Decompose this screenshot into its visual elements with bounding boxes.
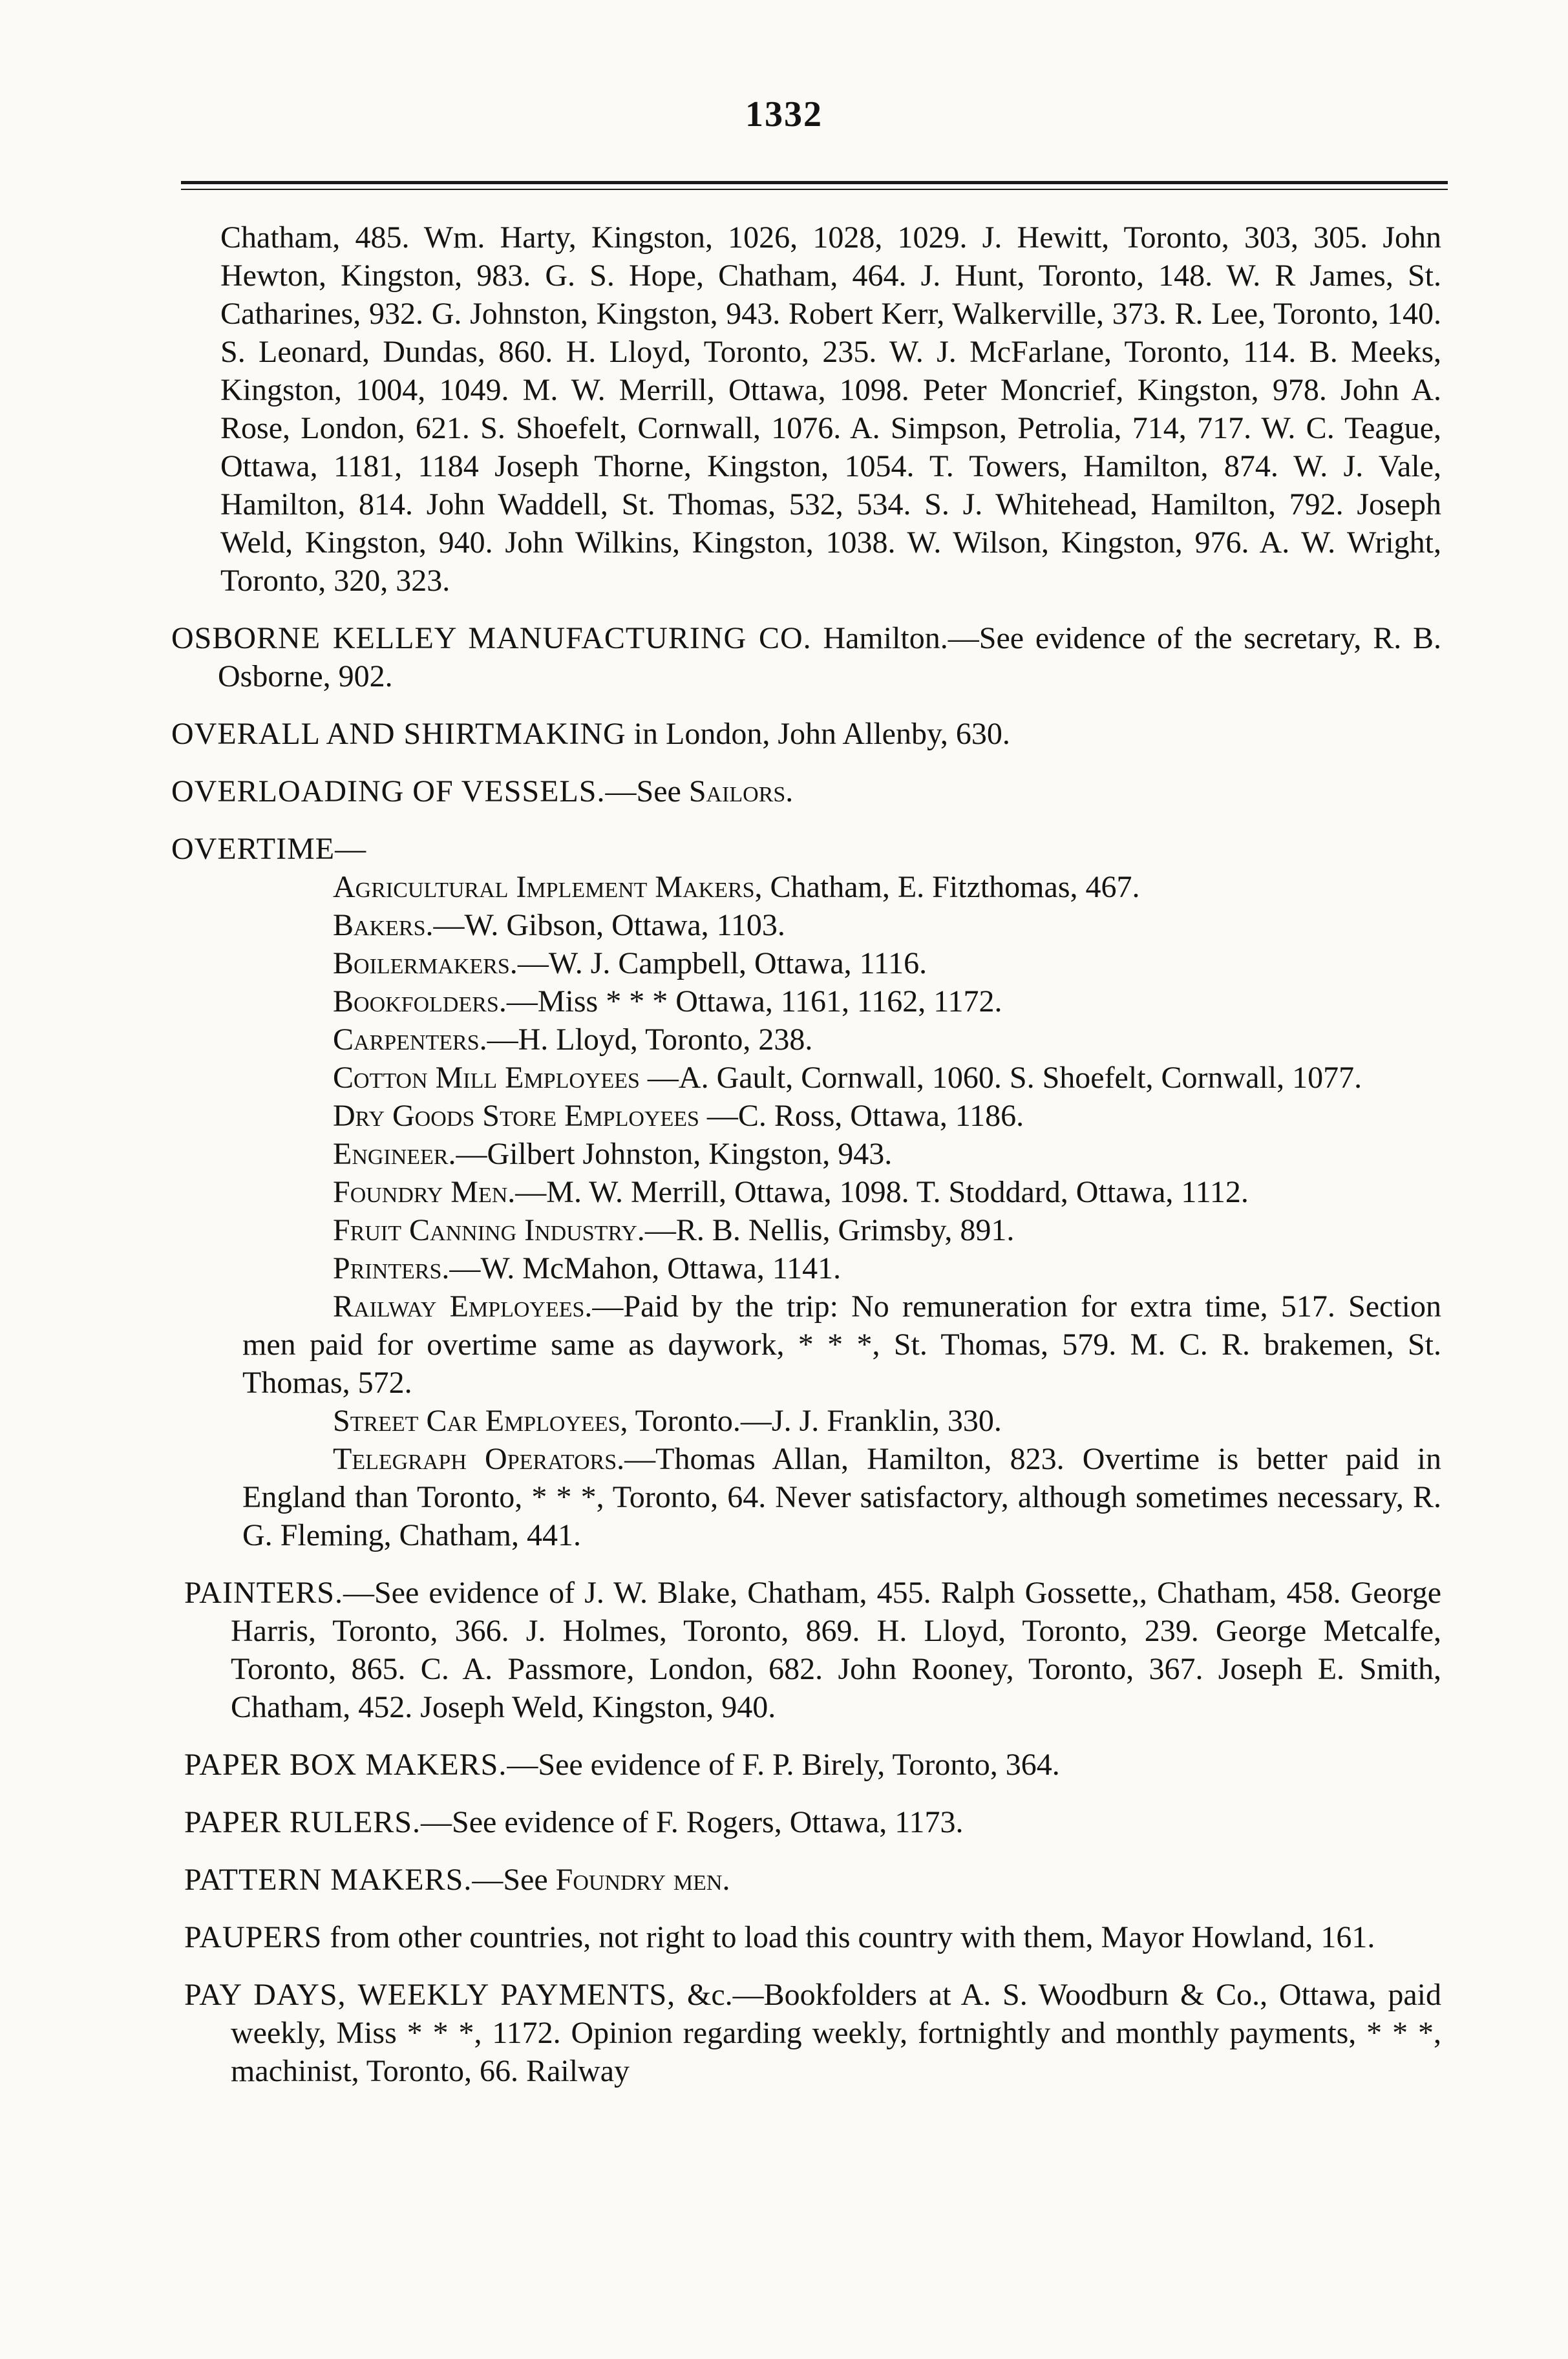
entry-heading: PAINTERS. (184, 1576, 343, 1610)
subentry-label: Fruit Canning Industry. (333, 1213, 645, 1247)
subentry (171, 1135, 1441, 1173)
entry-heading: OVERTIME— (171, 832, 367, 866)
entry-cross-reference: Foundry men. (555, 1863, 730, 1897)
entry-overtime (171, 830, 1441, 1554)
subentry (171, 1097, 1441, 1135)
subentry (171, 944, 1441, 982)
subentry-text: —W. J. Campbell, Ottawa, 1116. (517, 946, 927, 980)
entry-painters (184, 1574, 1441, 1726)
subentry-text: —Thomas Allan, Hamilton, 823. Overtime is better paid in England than Toronto, * * *, Toronto, 64. Never satisfactory, although sometimes necessary, R. G. Fleming, Chatham, 441. (242, 1442, 1441, 1552)
continuation-entry (171, 218, 1441, 600)
entry-text: from other countries, not right to load this country with them, Mayor Howland, 161. (322, 1920, 1375, 1954)
subentry-label: Street Car Employees, (333, 1404, 628, 1438)
subentry-text: Toronto.—J. J. Franklin, 330. (628, 1404, 1002, 1438)
subentry (171, 1059, 1441, 1097)
entry-text: —See (472, 1863, 556, 1897)
subentry-text: —Gilbert Johnston, Kingston, 943. (456, 1137, 893, 1171)
subentry-label: Cotton Mill Employees (333, 1061, 640, 1095)
subentry-label: Dry Goods Store Employees (333, 1099, 699, 1133)
subentry-label: Boilermakers. (333, 946, 518, 980)
entry-heading: PAY DAYS, WEEKLY PAYMENTS, (184, 1978, 676, 2012)
subentry (171, 1021, 1441, 1059)
continuation-text: Chatham, 485. Wm. Harty, Kingston, 1026, 1028, 1029. J. Hewitt, Toronto, 303, 305. John Hewton, Kingston, 983. G. S. Hope, Chatham, 464. J. Hunt, Toronto, 148. W. R James, St. Catharines, 932. G. Johnston, Kingston, 943. Robert Kerr, Walkerville, 373. R. Lee, Toronto, 140. S. Leonard, Dundas, 860. H. Lloyd, Toronto, 235. W. J. McFarlane, Toronto, 114. B. Meeks, Kingston, 1004, 1049. M. W. Merrill, Ottawa, 1098. Peter Moncrief, Kingston, 978. John A. Rose, London, 621. S. Shoefelt, Cornwall, 1076. A. Simpson, Petrolia, 714, 717. W. C. Teague, Ottawa, 1181, 1184 Joseph Thorne, Kingston, 1054. T. Towers, Hamilton, 874. W. J. Vale, Hamilton, 814. John Waddell, St. Thomas, 532, 534. S. J. Whitehead, Hamilton, 792. Joseph Weld, Kingston, 940. John Wilkins, Kingston, 1038. W. Wilson, Kingston, 976. A. W. Wright, Toronto, 320, 323. (220, 220, 1441, 598)
subentry-text: —Miss * * * Ottawa, 1161, 1162, 1172. (506, 984, 1002, 1019)
subentry (171, 1402, 1441, 1440)
subentry (171, 868, 1441, 906)
entry-text: —See evidence of J. W. Blake, Chatham, 455. Ralph Gossette,, Chatham, 458. George Harris, Toronto, 366. J. Holmes, Toronto, 869. H. Lloyd, Toronto, 239. George Metcalfe, Toronto, 865. C. A. Passmore, London, 682. John Rooney, Toronto, 367. Joseph E. Smith, Chatham, 452. Joseph Weld, Kingston, 940. (231, 1576, 1441, 1724)
subentry (171, 1249, 1441, 1287)
subentry-label: Bakers. (333, 908, 434, 942)
entry-paupers (184, 1918, 1441, 1956)
entry-text: —See evidence of F. Rogers, Ottawa, 1173. (421, 1805, 964, 1839)
header-rule-thick (181, 181, 1448, 184)
subentry (171, 1440, 1441, 1554)
entry-heading: PATTERN MAKERS. (184, 1863, 472, 1897)
subentry-text: —C. Ross, Ottawa, 1186. (699, 1099, 1024, 1133)
subentry-label: Printers. (333, 1251, 450, 1285)
subentry-label: Bookfolders. (333, 984, 507, 1019)
subentry-text: —H. Lloyd, Toronto, 238. (487, 1022, 813, 1057)
subentry-text: —A. Gault, Cornwall, 1060. S. Shoefelt, Cornwall, 1077. (639, 1061, 1362, 1095)
subentry-label: Telegraph Operators. (333, 1442, 625, 1476)
entry-text: in London, John Allenby, 630. (626, 717, 1010, 751)
entry-cross-reference: Sailors. (688, 774, 794, 809)
entry-heading: PAPER RULERS. (184, 1805, 421, 1839)
entry-heading: OVERLOADING OF VESSELS. (171, 774, 606, 809)
entry-heading: OSBORNE KELLEY MANUFACTURING CO. (171, 621, 812, 655)
entry-overloading (171, 772, 1441, 810)
subentry-text: —M. W. Merrill, Ottawa, 1098. T. Stoddard, Ottawa, 1112. (515, 1175, 1249, 1209)
entry-text: —See evidence of F. P. Birely, Toronto, 364. (507, 1748, 1060, 1782)
entry-heading: PAPER BOX MAKERS. (184, 1748, 507, 1782)
entry-pay-days (184, 1976, 1441, 2090)
entry-osborne (171, 619, 1441, 695)
entry-paper-box-makers (184, 1746, 1441, 1784)
index-content (171, 218, 1441, 2110)
entry-paper-rulers (184, 1803, 1441, 1841)
entry-heading: PAUPERS (184, 1920, 323, 1954)
entry-text: &c.—Bookfolders at A. S. Woodburn & Co., Ottawa, paid weekly, Miss * * *, 1172. Opinion regarding weekly, fortnightly and monthly payments, * * *, machinist, Toronto, 66. Railway (231, 1978, 1441, 2088)
overtime-subentries (171, 868, 1441, 1554)
subentry (171, 982, 1441, 1021)
subentry-label: Carpenters. (333, 1022, 487, 1057)
subentry (171, 1211, 1441, 1249)
subentry-text: —W. McMahon, Ottawa, 1141. (449, 1251, 842, 1285)
entry-overall (171, 715, 1441, 753)
subentry-label: Engineer. (333, 1137, 456, 1171)
entry-text: Hamilton.—See evidence of the secretary, R. B. Osborne, 902. (218, 621, 1441, 693)
entry-heading: OVERALL AND SHIRTMAKING (171, 717, 626, 751)
header-rule-thin (181, 189, 1448, 190)
subentry (171, 1173, 1441, 1211)
page-number: 1332 (745, 94, 823, 134)
entry-text: —See (605, 774, 689, 809)
subentry-text: —R. B. Nellis, Grimsby, 891. (644, 1213, 1015, 1247)
entry-heading-line (171, 830, 1441, 868)
subentry (171, 1287, 1441, 1402)
subentry-label: Agricultural Implement Makers, (333, 870, 763, 904)
subentry (171, 906, 1441, 944)
subentry-label: Railway Employees. (333, 1289, 593, 1324)
subentry-text: —W. Gibson, Ottawa, 1103. (433, 908, 785, 942)
subentry-label: Foundry Men. (333, 1175, 516, 1209)
subentry-text: Chatham, E. Fitzthomas, 467. (762, 870, 1140, 904)
subentry-text: —Paid by the trip: No remuneration for extra time, 517. Section men paid for overtime same as daywork, * * *, St. Thomas, 579. M. C. R. brakemen, St. Thomas, 572. (242, 1289, 1441, 1400)
entry-pattern-makers (184, 1861, 1441, 1899)
